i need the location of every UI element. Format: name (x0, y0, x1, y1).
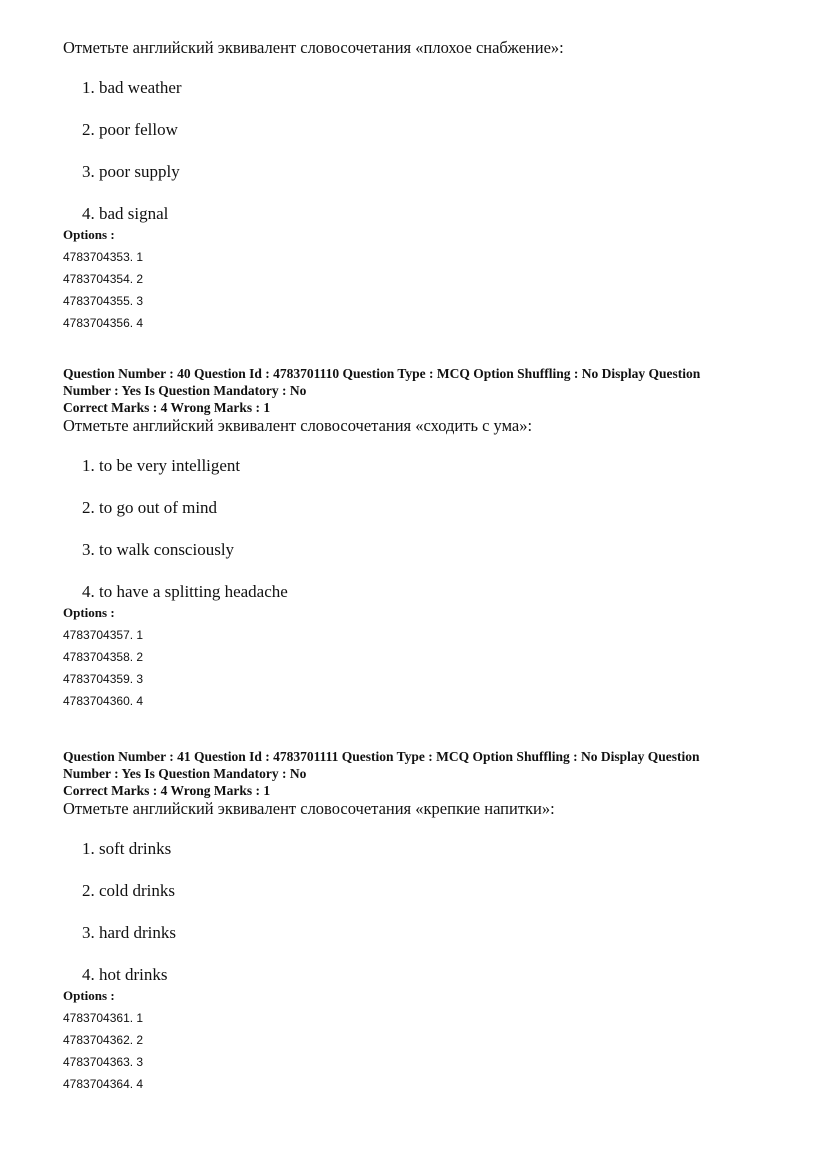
option-id: 4783704364. 4 (63, 1077, 144, 1091)
options-label: Options : (63, 227, 115, 242)
question-meta-line: Number : Yes Is Question Mandatory : No (63, 766, 307, 781)
question-block-40 (63, 365, 763, 716)
question-text: Отметьте английский эквивалент словосочетания «плохое снабжение»: (63, 38, 564, 57)
question-meta-line: Number : Yes Is Question Mandatory : No (63, 383, 307, 398)
answer-choice: 4. bad signal (82, 204, 169, 223)
options-label: Options : (63, 605, 115, 620)
answer-choice: 3. hard drinks (82, 923, 176, 942)
options-label: Options : (63, 988, 115, 1003)
option-id: 4783704359. 3 (63, 672, 144, 686)
option-id: 4783704360. 4 (63, 694, 144, 708)
question-text: Отметьте английский эквивалент словосочетания «сходить с ума»: (63, 416, 533, 435)
answer-choice: 4. to have a splitting headache (82, 582, 288, 601)
question-meta (63, 748, 763, 799)
option-id: 4783704361. 1 (63, 1011, 144, 1025)
answer-choices (63, 78, 763, 224)
option-id: 4783704363. 3 (63, 1055, 144, 1069)
answer-choices (63, 839, 763, 985)
option-id: 4783704362. 2 (63, 1033, 144, 1047)
question-meta-line: Question Number : 40 Question Id : 4783701110 Question Type : MCQ Option Shuffling : No Display Question (63, 366, 701, 381)
answer-choice: 4. hot drinks (82, 965, 168, 984)
option-id: 4783704356. 4 (63, 316, 144, 330)
answer-choice: 1. to be very intelligent (82, 456, 241, 475)
option-id: 4783704353. 1 (63, 250, 144, 264)
answer-choice: 1. soft drinks (82, 839, 172, 858)
question-meta-line: Question Number : 41 Question Id : 4783701111 Question Type : MCQ Option Shuffling : No Display Question (63, 749, 700, 764)
question-block-39 (63, 38, 763, 338)
option-id: 4783704358. 2 (63, 650, 144, 664)
question-marks: Correct Marks : 4 Wrong Marks : 1 (63, 400, 271, 415)
option-id: 4783704354. 2 (63, 272, 144, 286)
answer-choice: 2. to go out of mind (82, 498, 218, 517)
question-block-41 (63, 748, 763, 1099)
option-id: 4783704357. 1 (63, 628, 144, 642)
answer-choice: 3. poor supply (82, 162, 180, 181)
answer-choice: 2. cold drinks (82, 881, 176, 900)
question-marks: Correct Marks : 4 Wrong Marks : 1 (63, 783, 271, 798)
answer-choices (63, 456, 763, 602)
answer-choice: 3. to walk consciously (82, 540, 235, 559)
answer-choice: 1. bad weather (82, 78, 182, 97)
option-id: 4783704355. 3 (63, 294, 144, 308)
question-text: Отметьте английский эквивалент словосочетания «крепкие напитки»: (63, 799, 555, 818)
question-meta (63, 365, 763, 416)
answer-choice: 2. poor fellow (82, 120, 178, 139)
